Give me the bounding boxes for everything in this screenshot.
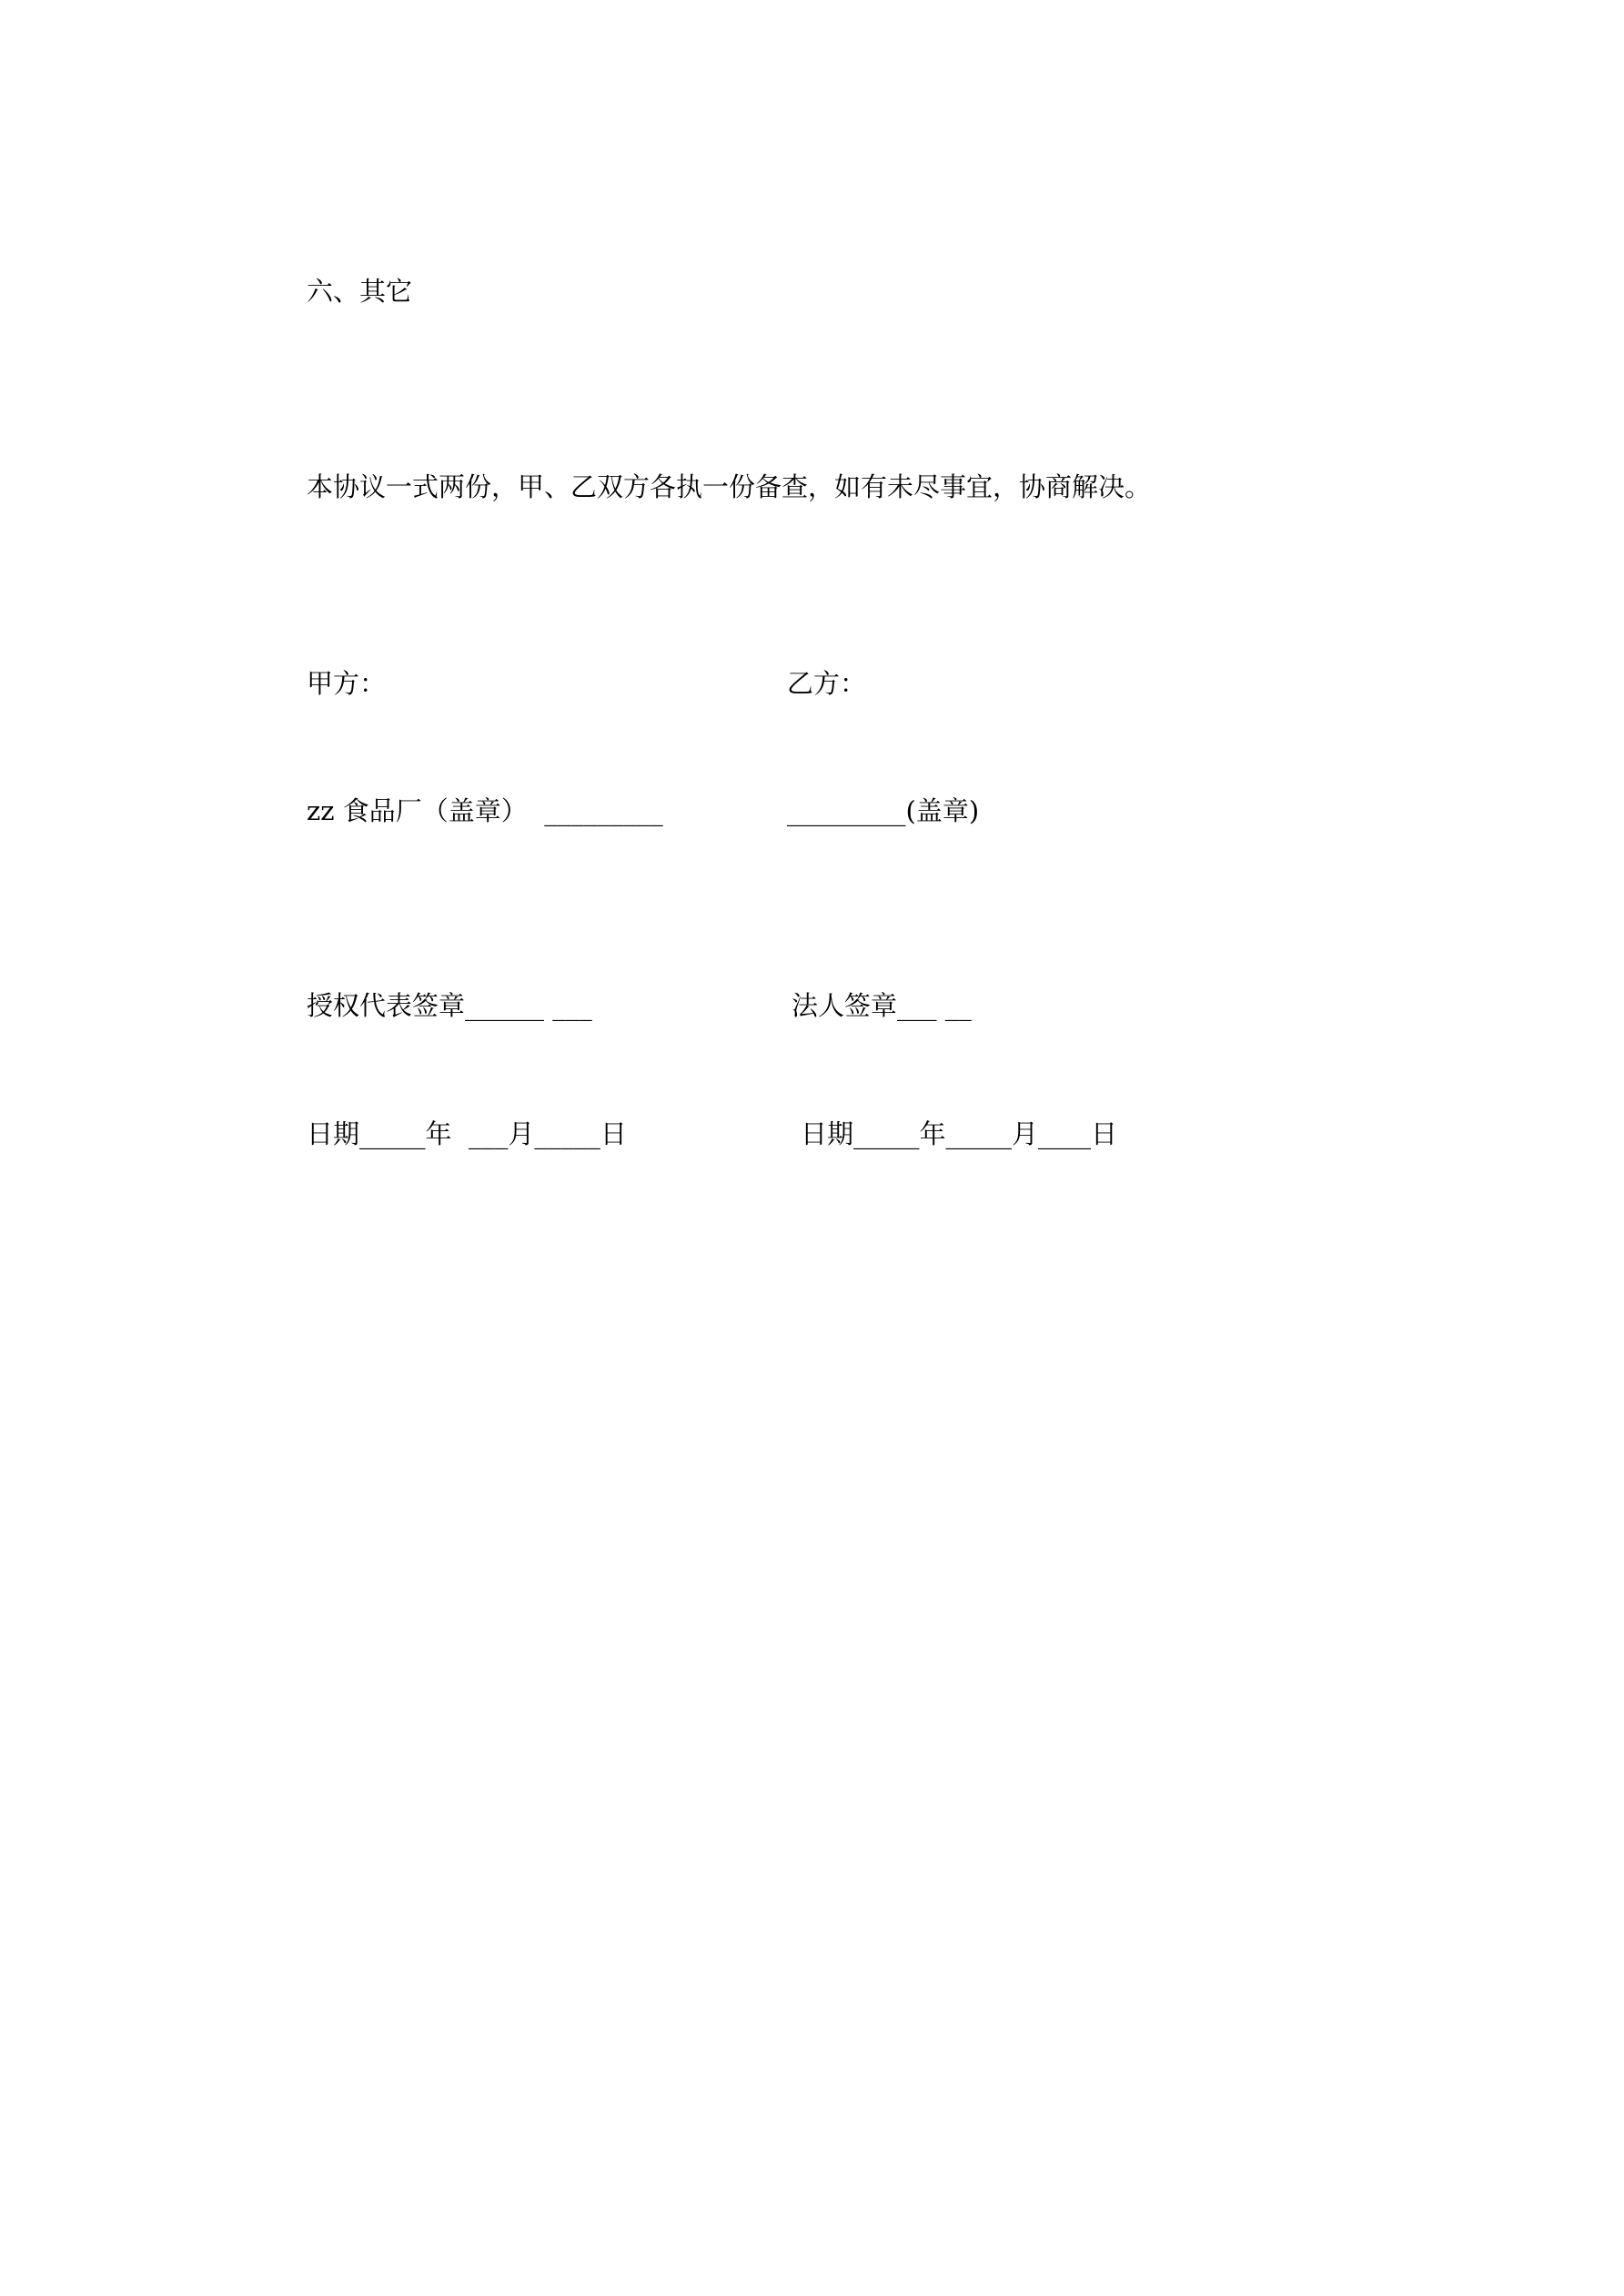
party-a-signature-line: 授权代表签章______ ___ [307, 990, 592, 1021]
party-b-signature-line: 法人签章___ __ [792, 990, 972, 1021]
section-heading: 六、其它 [307, 276, 413, 307]
agreement-paragraph: 本协议一式两份，甲、乙双方各执一份备查，如有未尽事宜，协商解决。 [307, 471, 1152, 502]
party-a-date-line: 日期_____年 ___月_____日 [307, 1118, 627, 1149]
party-b-label: 乙方： [787, 668, 867, 699]
party-a-seal-line: zz 食品厂（盖章） _________ [307, 795, 663, 826]
party-a-label: 甲方： [307, 668, 387, 699]
party-b-date-line: 日期_____年_____月____日 [801, 1118, 1118, 1149]
party-b-seal-line: _________(盖章) [787, 795, 980, 826]
